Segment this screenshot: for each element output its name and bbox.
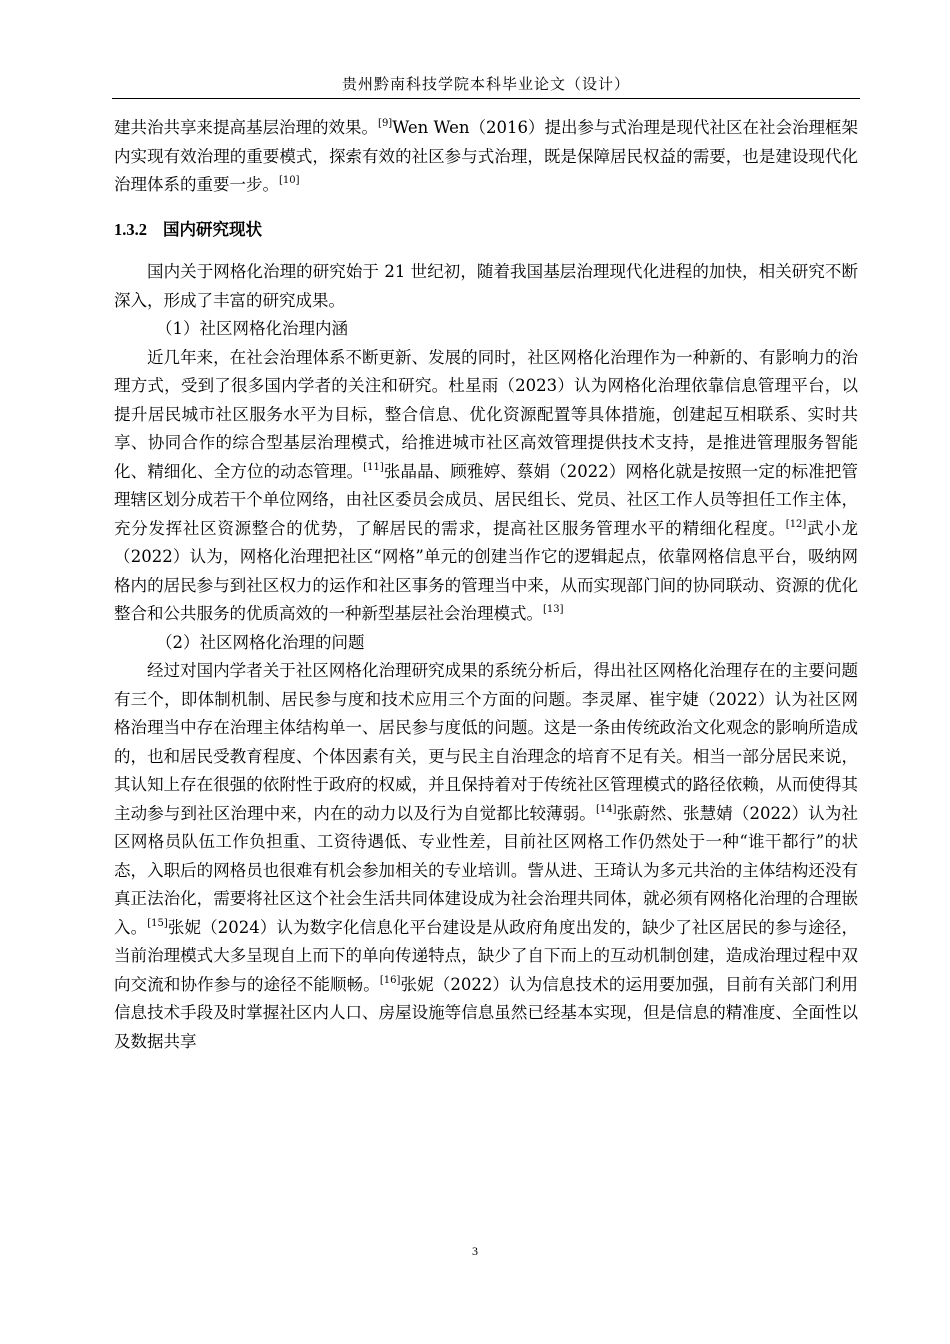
citation-10: [10] (279, 175, 300, 186)
running-header: 贵州黔南科技学院本科毕业论文（设计） (341, 75, 630, 93)
connotation-text-2: 张晶晶、顾雅婷、蔡娟（2022）网格化就是按照一定的标准把管理辖区划分成若干个单位网络，由社区委员会成员、居民组长、党员、社区工作人员等担任工作主体，充分发挥社区资源整合的优势，了解居民的需求，提高社区服务管理水平的精细化程度。 (114, 461, 858, 538)
connotation-text-3: 武小龙（2022）认为，网格化治理把社区“网格”单元的创建当作它的逻辑起点，依靠网格信息平台，吸纳网格内的居民参与到社区权力的运作和社区事务的管理当中来，从而实现部门间的协同联动、资源的优化整合和公共服务的优质高效的一种新型基层社会治理模式。 (114, 518, 859, 623)
subsection-heading-connotation: （1）社区网格化治理内涵 (156, 319, 348, 338)
connotation-paragraph (114, 344, 858, 629)
problems-text-2: 张蔚然、张慧婧（2022）认为社区网格员队伍工作负担重、工资待遇低、专业性差，目前社区网格工作仍然处于一种“谁干都行”的状态，入职后的网格员也很难有机会参加相关的专业培训。訾从进、王琦认为多元共治的主体结构还没有真正法治化，需要将社区这个社会生活共同体建设成为社会治理共同体，就必须有网格化治理的合理嵌入。 (114, 803, 858, 937)
problems-paragraph (114, 657, 858, 1056)
problems-text-4: 张妮（2022）认为信息技术的运用要加强，目前有关部门利用信息技术手段及时掌握社区内人口、房屋设施等信息虽然已经基本实现，但是信息的精准度、全面性以及数据共享 (114, 974, 859, 1051)
section-number: 1.3.2 (114, 219, 147, 239)
citation-15: [15] (147, 917, 168, 929)
header-rule (112, 98, 860, 99)
section-heading (114, 200, 858, 259)
page-body (114, 114, 858, 1056)
intro-text-2: Wen Wen（2016）提出参与式治理是现代社区在社会治理框架内实现有效治理的重要模式，探索有效的社区参与式治理，既是保障居民权益的需要，也是建设现代化治理体系的重要一步。 (114, 118, 859, 194)
citation-16: [16] (379, 974, 401, 986)
citation-9: [9] (378, 118, 393, 129)
connotation-text-1: 近几年来，在社会治理体系不断更新、发展的同时，社区网格化治理作为一种新的、有影响力的治理方式，受到了很多国内学者的关注和研究。杜星雨（2023）认为网格化治理依靠信息管理平台，以提升居民城市社区服务水平为目标，整合信息、优化资源配置等具体措施，创建起互相联系、实时共享、协同合作的综合型基层治理模式，给推进城市社区高效管理提供技术支持，是推进管理服务智能化、精细化、全方位的动态管理。 (114, 347, 858, 481)
citation-14: [14] (595, 803, 617, 815)
intro-paragraph (114, 114, 858, 200)
page-number: 3 (472, 1244, 478, 1258)
overview-paragraph: 国内关于网格化治理的研究始于 21 世纪初，随着我国基层治理现代化进程的加快，相关研究不断深入，形成了丰富的研究成果。 (114, 262, 858, 310)
citation-11: [11] (363, 461, 384, 473)
citation-12: [12] (785, 518, 807, 530)
problems-text-3: 张妮（2024）认为数字化信息化平台建设是从政府角度出发的，缺少了社区居民的参与途径，当前治理模式大多呈现自上而下的单向传递特点，缺少了自下而上的互动机制创建，造成治理过程中双向交流和协作参与的途径不能顺畅。 (114, 917, 859, 994)
section-title: 国内研究现状 (163, 219, 262, 239)
intro-text-1: 建共治共享来提高基层治理的效果。 (114, 118, 379, 137)
citation-13: [13] (543, 604, 564, 615)
problems-text-1: 经过对国内学者关于社区网格化治理研究成果的系统分析后，得出社区网格化治理存在的主要问题有三个，即体制机制、居民参与度和技术应用三个方面的问题。李灵犀、崔宇婕（2022）认为社区网格治理当中存在治理主体结构单一、居民参与度低的问题。这是一条由传统政治文化观念的影响所造成的，也和居民受教育程度、个体因素有关，更与民主自治理念的培育不足有关。相当一部分居民来说，其认知上存在很强的依附性于政府的权威，并且保持着对于传统社区管理模式的路径依赖，从而使得其主动参与到社区治理中来，内在的动力以及行为自觉都比较薄弱。 (114, 661, 858, 823)
subsection-heading-problems: （2）社区网格化治理的问题 (156, 632, 365, 652)
